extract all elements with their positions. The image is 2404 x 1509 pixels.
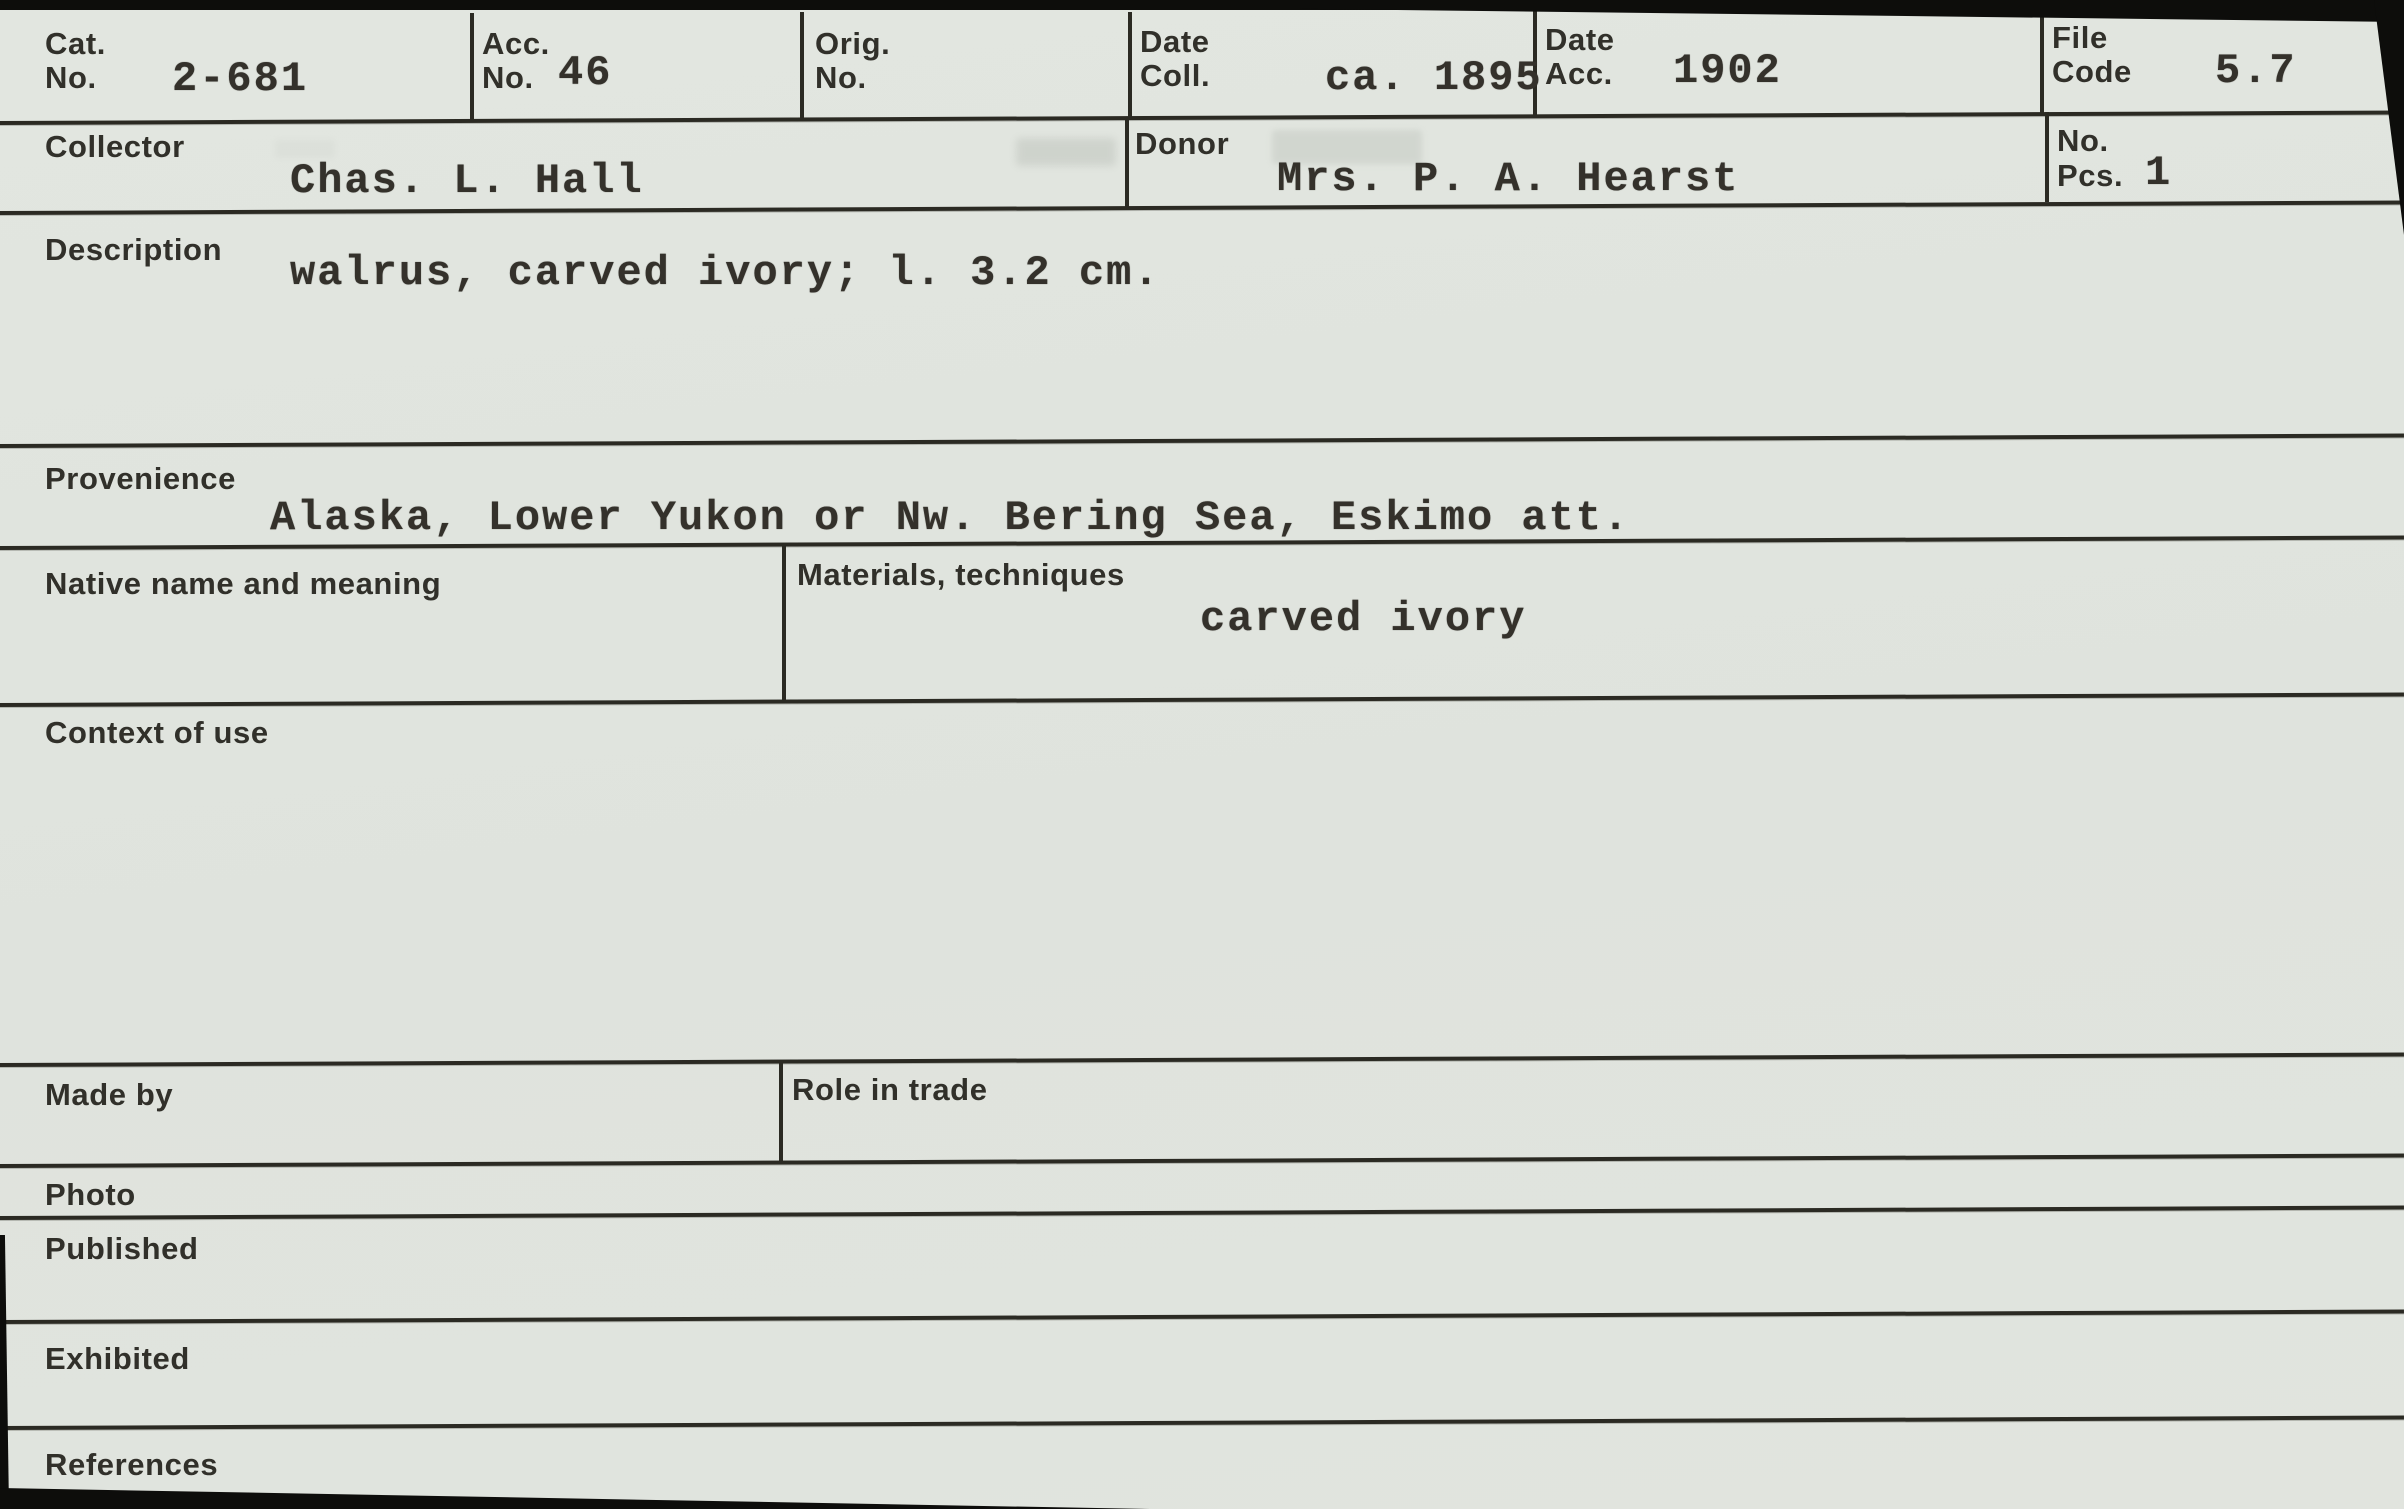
divider-date-coll xyxy=(1128,12,1132,117)
cat-no-label xyxy=(45,27,106,95)
role-in-trade-label: Role in trade xyxy=(792,1072,988,1107)
description-value: walrus, carved ivory; l. 3.2 cm. xyxy=(290,249,1161,297)
scan-edge-top-left-notch xyxy=(0,0,34,9)
provenience-value: Alaska, Lower Yukon or Nw. Bering Sea, Eskimo att. xyxy=(270,494,1631,542)
file-label-line2: Code xyxy=(2052,54,2132,89)
photo-label: Photo xyxy=(45,1177,136,1212)
donor-value: Mrs. P. A. Hearst xyxy=(1277,155,1740,203)
context-of-use-label: Context of use xyxy=(45,715,269,750)
date-coll-label-line2: Coll. xyxy=(1140,58,1211,93)
file-code-label xyxy=(2052,21,2132,89)
date-coll-value: ca. 1895 xyxy=(1325,54,1543,102)
made-by-label: Made by xyxy=(45,1077,174,1112)
rule-photo-bottom xyxy=(0,1206,2404,1220)
description-label: Description xyxy=(45,232,223,267)
rule-madeby-bottom xyxy=(0,1154,2404,1168)
cat-label-line2: No. xyxy=(45,60,97,95)
rule-exhibited-bottom xyxy=(0,1416,2404,1430)
cat-label-line1: Cat. xyxy=(45,26,106,61)
scan-edge-bottom-left xyxy=(0,1488,1150,1509)
pcs-label xyxy=(2057,123,2123,193)
date-acc-label-line2: Acc. xyxy=(1545,56,1613,91)
scan-edge-left-bottom xyxy=(0,1235,9,1509)
acc-no-label xyxy=(482,27,550,95)
provenience-label: Provenience xyxy=(45,461,236,496)
scan-edge-top-right xyxy=(1300,0,2404,22)
materials-label: Materials, techniques xyxy=(797,557,1125,592)
references-label: References xyxy=(45,1447,219,1482)
pcs-label-line1: No. xyxy=(2057,123,2109,158)
divider-materials xyxy=(782,544,786,700)
date-acc-label-line1: Date xyxy=(1545,22,1615,57)
rule-materials-bottom xyxy=(0,693,2404,707)
pcs-label-line2: Pcs. xyxy=(2057,158,2124,193)
rule-published-bottom xyxy=(0,1310,2404,1324)
native-name-label: Native name and meaning xyxy=(45,566,442,601)
orig-no-label xyxy=(815,27,890,95)
divider-pcs xyxy=(2045,112,2049,202)
exhibited-label: Exhibited xyxy=(45,1341,190,1376)
orig-label-line1: Orig. xyxy=(815,26,891,61)
paper-mark xyxy=(275,140,335,158)
rule-context-bottom xyxy=(0,1053,2404,1067)
collector-label: Collector xyxy=(45,129,185,164)
date-coll-label-line1: Date xyxy=(1140,24,1210,59)
pcs-value: 1 xyxy=(2145,149,2173,197)
acc-label-line1: Acc. xyxy=(482,26,550,61)
file-label-line1: File xyxy=(2052,20,2108,55)
divider-role-in-trade xyxy=(779,1060,783,1161)
date-coll-label xyxy=(1140,25,1210,93)
divider-file-code xyxy=(2040,8,2044,113)
donor-label: Donor xyxy=(1135,126,1230,161)
orig-label-line2: No. xyxy=(815,60,867,95)
divider-donor xyxy=(1125,117,1129,207)
materials-value: carved ivory xyxy=(1200,595,1527,643)
date-acc-value: 1902 xyxy=(1673,47,1782,95)
acc-no-value: 46 xyxy=(558,49,613,97)
divider-orig xyxy=(800,12,804,119)
collector-value: Chas. L. Hall xyxy=(290,157,644,205)
acc-label-line2: No. xyxy=(482,60,534,95)
date-acc-label xyxy=(1545,23,1615,91)
published-label: Published xyxy=(45,1231,199,1266)
divider-acc xyxy=(470,13,474,121)
file-code-value: 5.7 xyxy=(2215,47,2297,95)
cat-no-value: 2-681 xyxy=(172,55,309,103)
rule-description-bottom xyxy=(0,434,2404,448)
erased-stamp-left xyxy=(1016,138,1116,166)
